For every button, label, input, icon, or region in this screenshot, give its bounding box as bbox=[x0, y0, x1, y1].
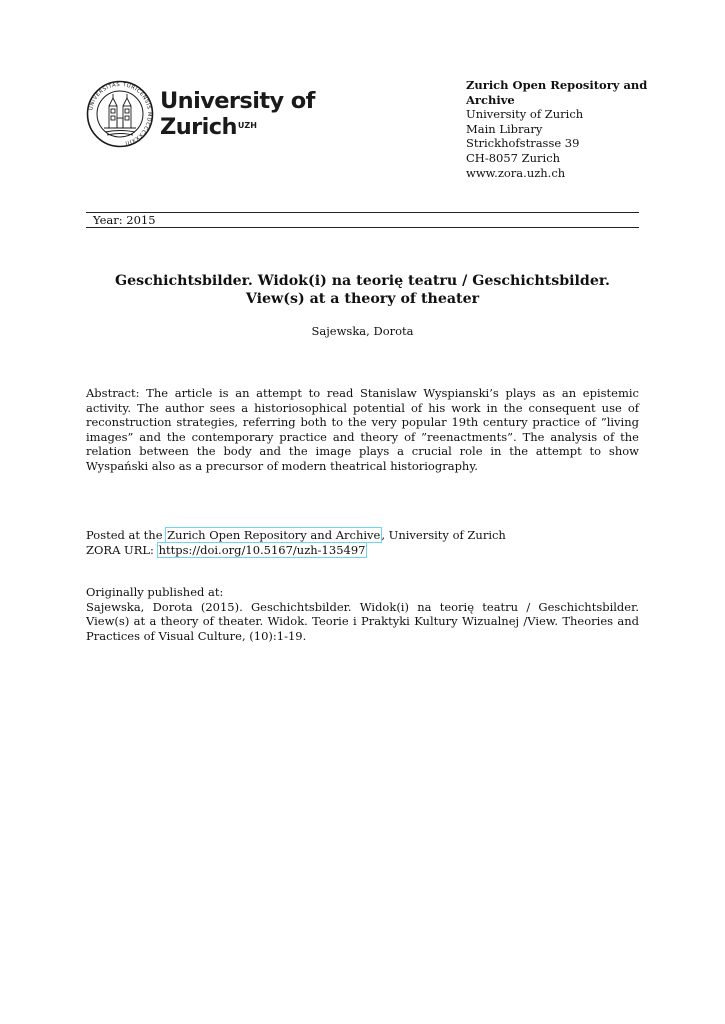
uzh-seal-icon bbox=[86, 80, 154, 148]
address-line-4: CH-8057 Zurich bbox=[466, 150, 561, 165]
university-wordmark bbox=[160, 88, 315, 140]
repository-name-line1: Zurich Open Repository and bbox=[466, 78, 648, 92]
zora-url-label: ZORA URL: bbox=[86, 542, 158, 557]
repository-name-line2: Archive bbox=[466, 92, 515, 107]
original-publication bbox=[86, 585, 639, 643]
address-line-3: Strickhofstrasse 39 bbox=[466, 136, 580, 151]
divider-bottom bbox=[86, 227, 639, 228]
posted-suffix: , University of Zurich bbox=[381, 528, 506, 542]
zora-url-link[interactable]: https://doi.org/10.5167/uzh-135497 bbox=[158, 542, 366, 557]
repository-address bbox=[466, 78, 666, 180]
wordmark-uzh: UZH bbox=[237, 121, 257, 130]
paper-author: Sajewska, Dorota bbox=[311, 324, 414, 338]
address-website: www.zora.uzh.ch bbox=[466, 165, 566, 180]
published-heading: Originally published at: bbox=[86, 585, 224, 599]
seal-text: UNIVERSITAS TURICENSIS MDCCCXXXIII bbox=[88, 81, 153, 146]
address-line-1: University of Zurich bbox=[466, 107, 584, 122]
uzh-logo bbox=[86, 80, 316, 150]
wordmark-line2 bbox=[160, 114, 315, 140]
posted-info bbox=[86, 528, 646, 557]
wordmark-line1: University of bbox=[160, 88, 315, 114]
zora-url-line bbox=[86, 543, 646, 558]
address-line-2: Main Library bbox=[466, 121, 543, 136]
posted-line bbox=[86, 528, 646, 543]
published-citation: Sajewska, Dorota (2015). Geschichtsbilder. Widok(i) na teorię teatru / Geschichtsbilder. View(s) at a theory of theater. Widok. Teorie i Praktyki Kultury Wizualnej /View. Theories and Practices of Visual Culture, (10):1-19. bbox=[86, 599, 639, 643]
abstract: Abstract: The article is an attempt to read Stanislaw Wyspianski’s plays as an epistemic activity. The author sees a historiosophical potential of his work in the consequent use of reconstruction strategies, referring both to the very popular 19th century practice of ”living images” and the contemporary practice and theory of ”reenactments”. The analysis of the relation between the body and the image plays a crucial role in the attempt to show Wyspański also as a precursor of modern theatrical historiography. bbox=[86, 386, 639, 473]
publication-year: Year: 2015 bbox=[93, 213, 156, 227]
zora-repository-link[interactable]: Zurich Open Repository and Archive bbox=[167, 528, 381, 542]
wordmark-zurich: Zurich bbox=[160, 114, 237, 140]
divider-top bbox=[86, 212, 639, 213]
paper-title: Geschichtsbilder. Widok(i) na teorię teatru / Geschichtsbilder. View(s) at a theory of theater bbox=[115, 273, 610, 307]
posted-prefix: Posted at the bbox=[86, 528, 167, 542]
